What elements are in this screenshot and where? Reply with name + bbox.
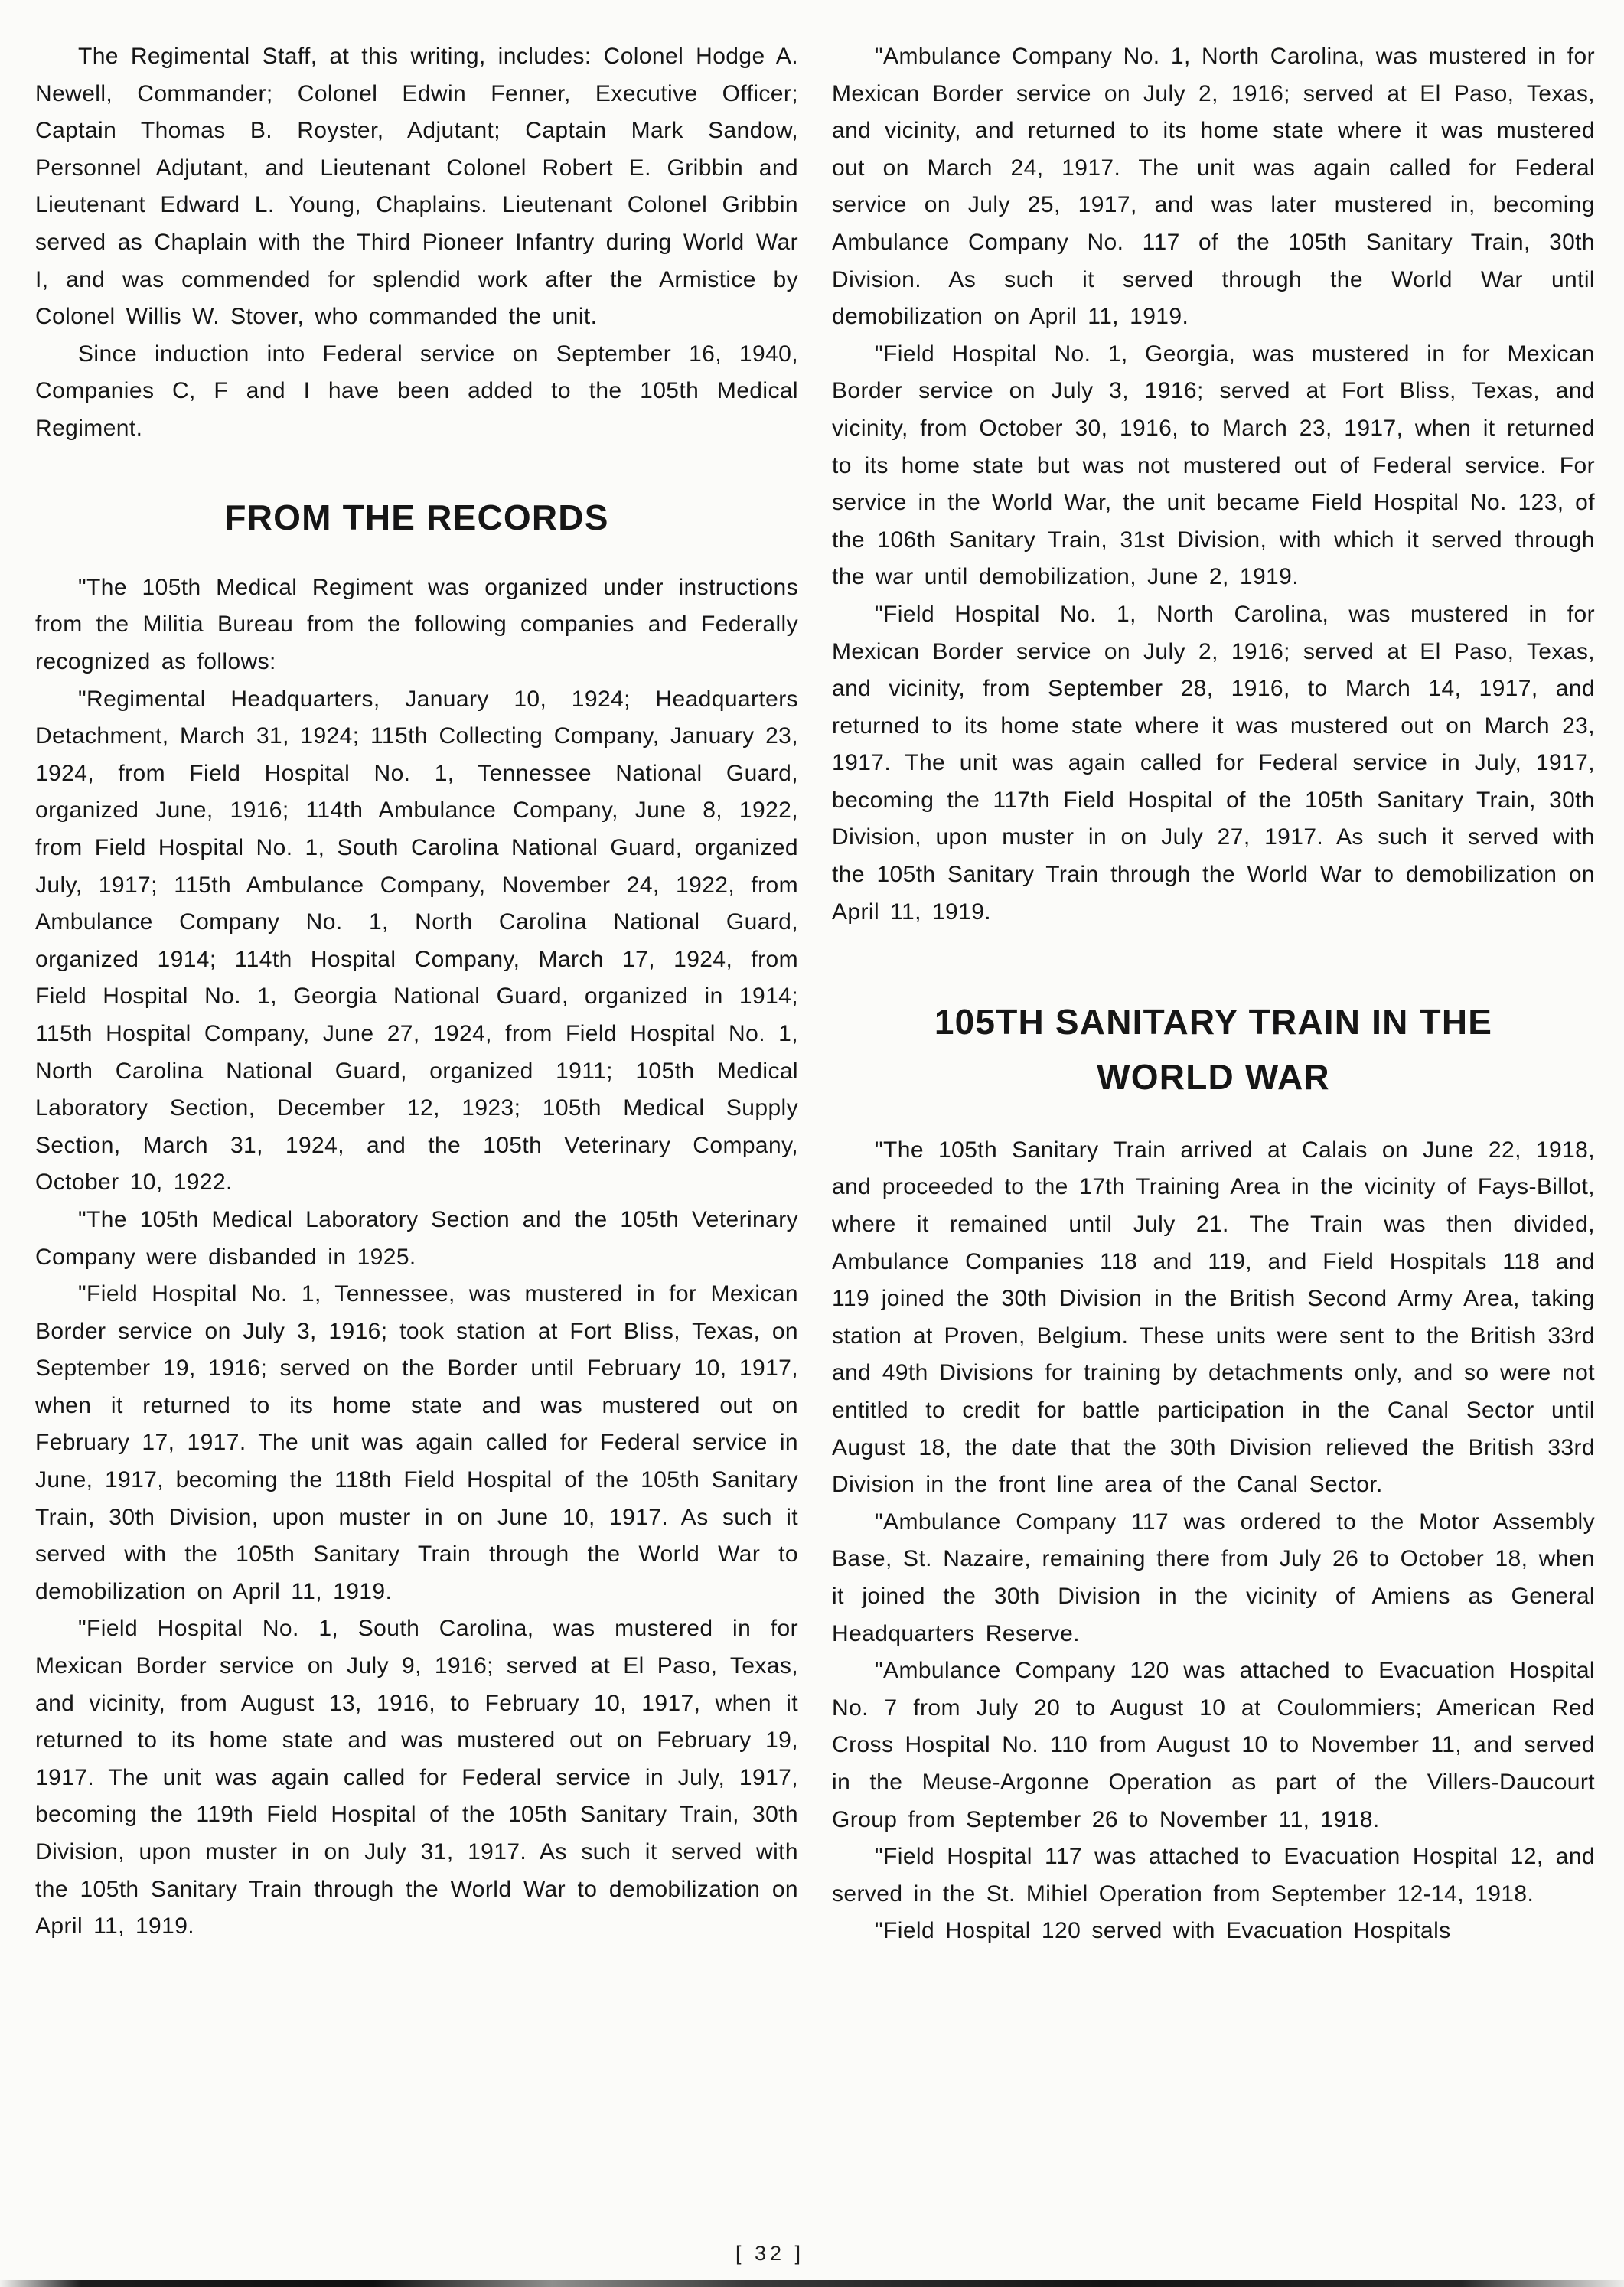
body-paragraph: "Field Hospital 120 served with Evacuation Hospitals <box>875 1918 1451 1944</box>
body-paragraph: "Field Hospital No. 1, North Carolina, was mustered in for Mexican Border service on July 2, 1916; served at El Paso, Texas, and vicinity, from September 28, 1916, to March 14, 1917, and returned to its home state where it was mustered out on March 23, 1917. The unit was again called for Federal service in July, 1917, becoming the 117th Field Hospital of the 105th Sanitary Train, 30th Division, upon muster in on July 27, 1917. As such it served with the 105th Sanitary Train through the World War to demobilization on April 11, 1919. <box>832 601 1595 925</box>
body-paragraph: "Field Hospital No. 1, Georgia, was mustered in for Mexican Border service on July 3, 1916; served at Fort Bliss, Texas, and vicinity, from October 30, 1916, to March 23, 1917, when it returned to its home state but was not mustered out of Federal service. For service in the World War, the unit became Field Hospital No. 123, of the 106th Sanitary Train, 31st Division, with which it served through the war until demobilization, June 2, 1919. <box>832 341 1595 590</box>
body-paragraph: "Field Hospital No. 1, Tennessee, was mustered in for Mexican Border service on July 3, 1916; took station at Fort Bliss, Texas, on September 19, 1916; served on the Border until February 10, 1917, when it returned to its home state and was mustered out on February 17, 1917. The unit was again called for Federal service in June, 1917, becoming the 118th Field Hospital of the 105th Sanitary Train, 30th Division, upon muster in on June 10, 1917. As such it served with the 105th Sanitary Train through the World War to demobilization on April 11, 1919. <box>35 1281 798 1604</box>
body-paragraph: "Ambulance Company 120 was attached to Evacuation Hospital No. 7 from July 20 to August 10 at Coulommiers; American Red Cross Hospital No. 110 from August 10 to November 11, and served in the Meuse-Argonne Operation as part of the Villers-Daucourt Group from September 26 to November 11, 1918. <box>832 1658 1595 1832</box>
body-paragraph: The Regimental Staff, at this writing, includes: Colonel Hodge A. Newell, Commander; Colonel Edwin Fenner, Executive Officer; Captain Thomas B. Royster, Adjutant; Captain Mark Sandow, Personnel Adjutant, and Lieutenant Colonel Robert E. Gribbin and Lieutenant Edward L. Young, Chaplains. Lieutenant Colonel Gribbin served as Chaplain with the Third Pioneer Infantry during World War I, and was commended for splendid work after the Armistice by Colonel Willis W. Stover, who commanded the unit. <box>35 44 798 330</box>
body-paragraph: Since induction into Federal service on September 16, 1940, Companies C, F and I have been added to the 105th Medical Regiment. <box>35 341 798 441</box>
body-paragraph: "Field Hospital No. 1, South Carolina, was mustered in for Mexican Border service on July 9, 1916; served at El Paso, Texas, and vicinity, from August 13, 1916, to February 10, 1917, when it returned to its home state and was mustered out on February 19, 1917. The unit was again called for Federal service in July, 1917, becoming the 119th Field Hospital of the 105th Sanitary Train, 30th Division, upon muster in on July 31, 1917. As such it served with the 105th Sanitary Train through the World War to demobilization on April 11, 1919. <box>35 1616 798 1940</box>
page-number: [ 32 ] <box>735 2242 805 2265</box>
body-paragraph: "Ambulance Company No. 1, North Carolina, was mustered in for Mexican Border service on July 2, 1916; served at El Paso, Texas, and vicinity, and returned to its home state where it was mustered out on March 24, 1917. The unit was again called for Federal service on July 25, 1917, and was later mustered in, becoming Ambulance Company No. 117 of the 105th Sanitary Train, 30th Division. As such it served through the World War until demobilization on April 11, 1919. <box>832 44 1595 330</box>
body-paragraph: "Ambulance Company 117 was ordered to the Motor Assembly Base, St. Nazaire, remaining there from July 26 to October 18, when it joined the 30th Division in the vicinity of Amiens as General Headquarters Reserve. <box>832 1509 1595 1646</box>
section-heading-sanitary-train: 105TH SANITARY TRAIN IN THE WORLD WAR <box>934 1002 1493 1097</box>
left-column <box>35 38 798 1950</box>
right-column <box>832 38 1595 1950</box>
section-heading-from-the-records: FROM THE RECORDS <box>224 497 609 537</box>
body-paragraph: "Field Hospital 117 was attached to Evacuation Hospital 12, and served in the St. Mihiel Operation from September 12-14, 1918. <box>832 1844 1595 1907</box>
scan-edge-artifact <box>0 2280 1624 2287</box>
body-paragraph: "The 105th Medical Regiment was organized under instructions from the Militia Bureau from the following companies and Federally recognized as follows: <box>35 574 798 675</box>
body-paragraph: "Regimental Headquarters, January 10, 1924; Headquarters Detachment, March 31, 1924; 115th Collecting Company, January 23, 1924, from Field Hospital No. 1, Tennessee National Guard, organized June, 1916; 114th Ambulance Company, June 8, 1922, from Field Hospital No. 1, South Carolina National Guard, organized July, 1917; 115th Ambulance Company, November 24, 1922, from Ambulance Company No. 1, North Carolina National Guard, organized 1914; 114th Hospital Company, March 17, 1924, from Field Hospital No. 1, Georgia National Guard, organized in 1914; 115th Hospital Company, June 27, 1924, from Field Hospital No. 1, North Carolina National Guard, organized 1911; 105th Medical Laboratory Section, December 12, 1923; 105th Medical Supply Section, March 31, 1924, and the 105th Veterinary Company, October 10, 1922. <box>35 686 798 1196</box>
body-paragraph: "The 105th Sanitary Train arrived at Calais on June 22, 1918, and proceeded to the 17th Training Area in the vicinity of Fays-Billot, where it remained until July 21. The Train was then divided, Ambulance Companies 118 and 119, and Field Hospitals 118 and 119 joined the 30th Division in the British Second Army Area, taking station at Proven, Belgium. These units were sent to the British 33rd and 49th Divisions for training by detachments only, and so were not entitled to credit for battle participation in the Canal Sector until August 18, the date that the 30th Division relieved the British 33rd Division in the front line area of the Canal Sector. <box>832 1137 1595 1498</box>
body-paragraph: "The 105th Medical Laboratory Section and the 105th Veterinary Company were disbanded in 1925. <box>35 1206 798 1270</box>
